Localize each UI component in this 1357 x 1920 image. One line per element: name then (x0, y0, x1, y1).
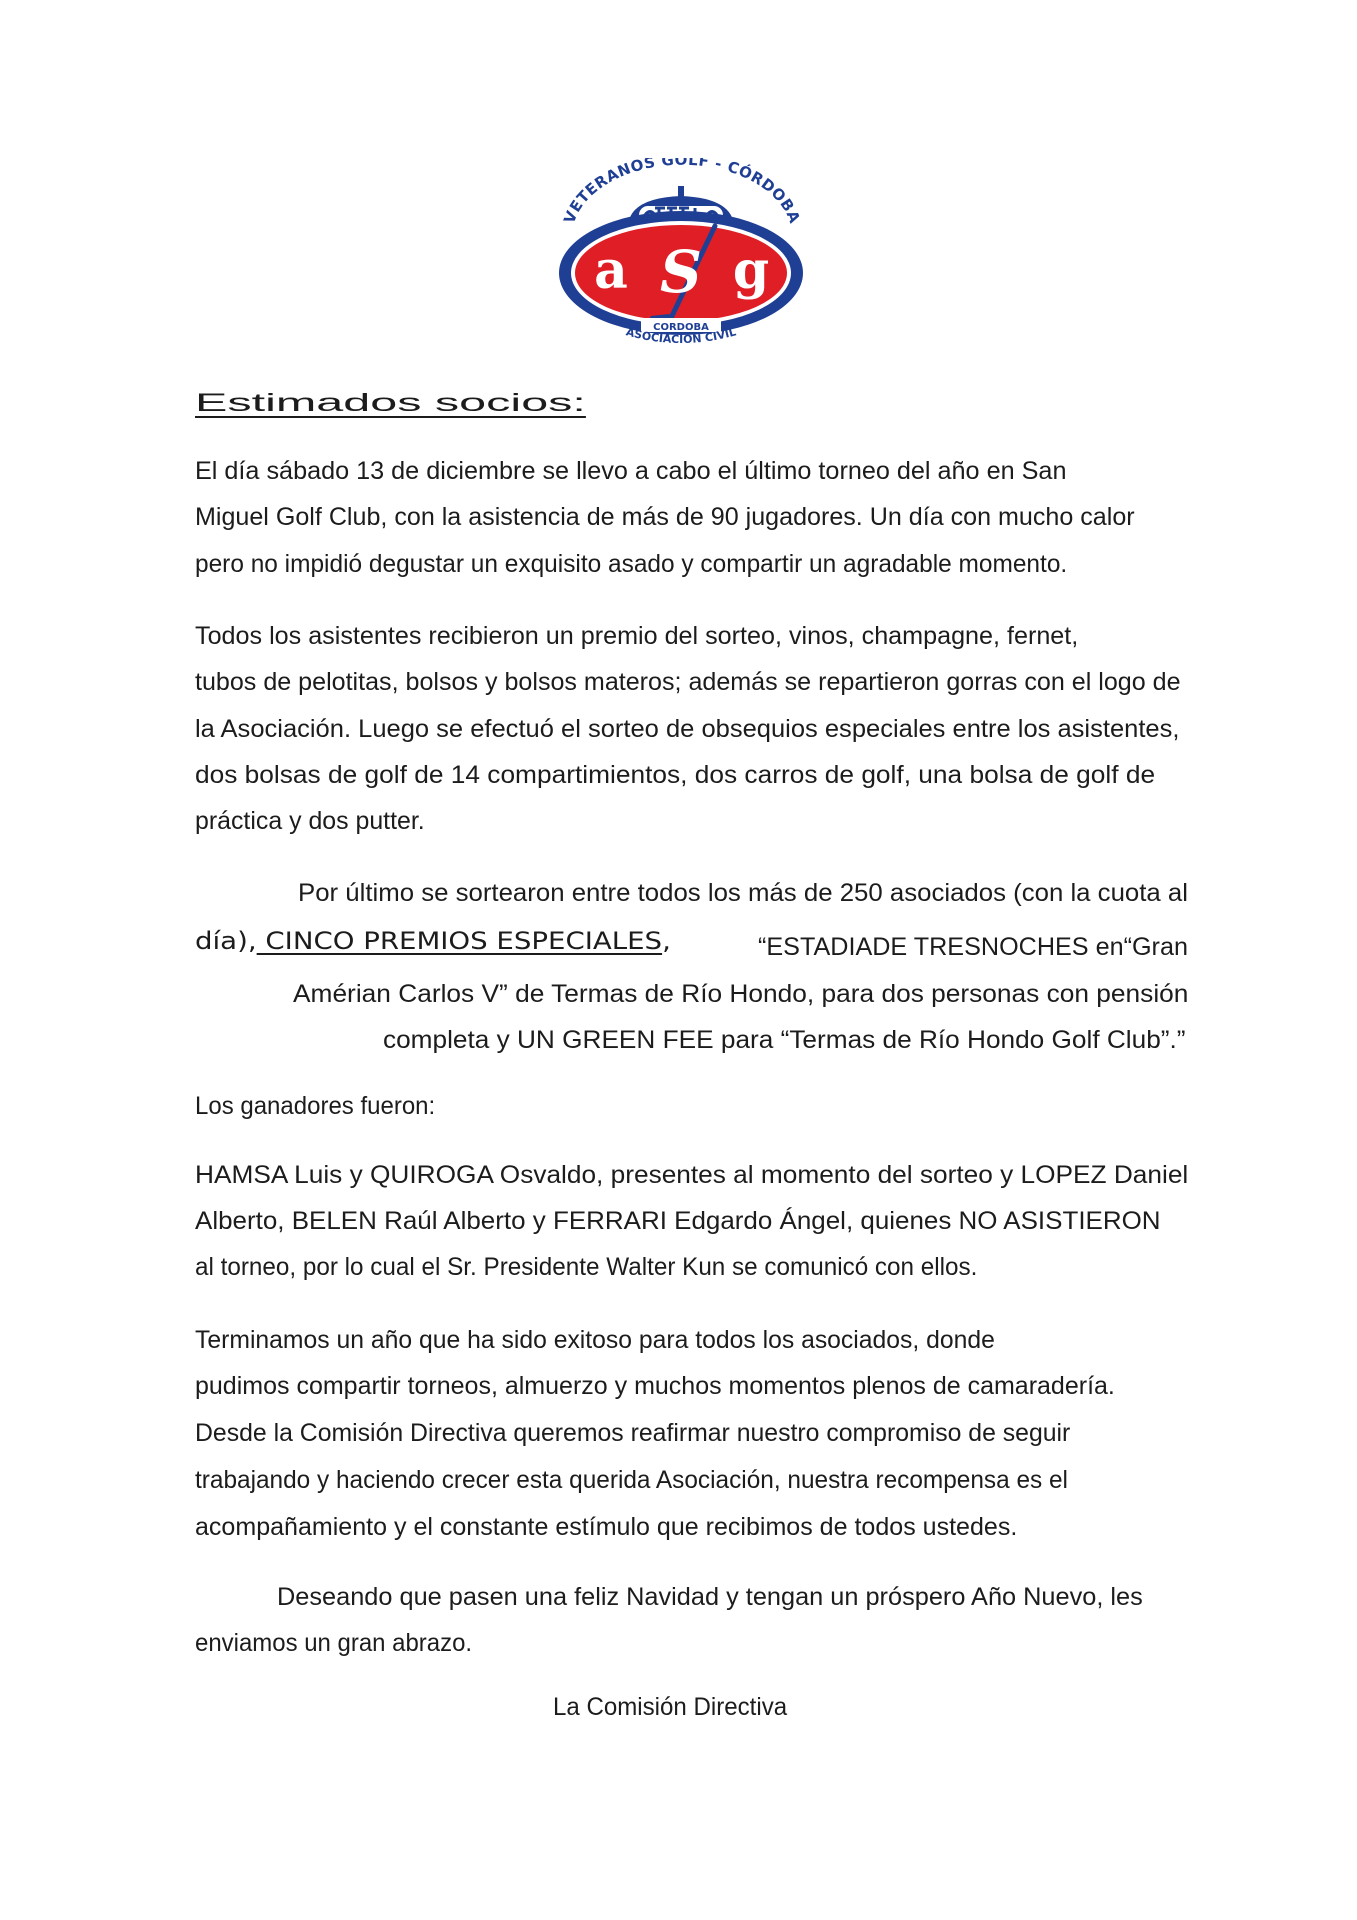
paragraph-line: Todos los asistentes recibieron un premio del sorteo, vinos, champagne, fernet, (195, 622, 1079, 650)
paragraph-line: Miguel Golf Club, con la asistencia de más de 90 jugadores. Un día con mucho calor (195, 503, 1135, 531)
comma-text: , (662, 927, 671, 955)
paragraph-line: trabajando y haciendo crecer esta querida Asociación, nuestra recompensa es el (195, 1466, 1068, 1494)
paragraph-line: Amérian Carlos V” de Termas de Río Hondo, para dos personas con pensión (293, 980, 1189, 1008)
paragraph-line: acompañamiento y el constante estímulo que recibimos de todos ustedes. (195, 1513, 1018, 1541)
paragraph-line: Desde la Comisión Directiva queremos reafirmar nuestro compromiso de seguir (195, 1419, 1071, 1447)
paragraph-line: Por último se sortearon entre todos los más de 250 asociados (con la cuota al (298, 879, 1188, 907)
logo-top-text: VETERANOS GOLF - CÓRDOBA (560, 158, 804, 226)
signature: La Comisión Directiva (553, 1693, 788, 1721)
prefix-text: día), (195, 927, 257, 955)
greeting: Estimados socios: (195, 389, 586, 417)
logo-letter-a: a (594, 240, 628, 301)
winners-heading: Los ganadores fueron: (195, 1092, 436, 1120)
prize-description-line: “ESTADIADE TRESNOCHES en“Gran (758, 933, 1188, 961)
cinco-premios-highlight: CINCO PREMIOS ESPECIALES (256, 927, 663, 955)
paragraph-line: al torneo, por lo cual el Sr. Presidente Walter Kun se comunicó con ellos. (195, 1253, 978, 1281)
special-prizes-line (195, 926, 671, 956)
paragraph-line: Alberto, BELEN Raúl Alberto y FERRARI Edgardo Ángel, quienes NO ASISTIERON (195, 1207, 1161, 1235)
asg-emblem-icon (553, 158, 809, 360)
paragraph-line: Terminamos un año que ha sido exitoso para todos los asociados, donde (195, 1326, 995, 1354)
paragraph-line: tubos de pelotitas, bolsos y bolsos materos; además se repartieron gorras con el logo de (195, 668, 1181, 696)
paragraph-line: completa y UN GREEN FEE para “Termas de Río Hondo Golf Club”.” (383, 1026, 1186, 1054)
paragraph-line: pudimos compartir torneos, almuerzo y muchos momentos plenos de camaradería. (195, 1372, 1115, 1400)
logo-letter-g: g (732, 240, 770, 301)
paragraph-line: Deseando que pasen una feliz Navidad y tengan un próspero Año Nuevo, les (277, 1583, 1143, 1611)
paragraph-line: dos bolsas de golf de 14 compartimientos, dos carros de golf, una bolsa de golf de (195, 761, 1156, 789)
paragraph-line: práctica y dos putter. (195, 807, 425, 835)
logo-bottom-text: ASOCIACIÓN CIVIL (624, 325, 738, 347)
logo-band-text: CORDOBA (653, 322, 709, 333)
logo-letter-s: S (660, 238, 702, 306)
paragraph-line: la Asociación. Luego se efectuó el sorteo de obsequios especiales entre los asistentes, (195, 715, 1180, 743)
asg-logo (553, 158, 809, 360)
paragraph-line: HAMSA Luis y QUIROGA Osvaldo, presentes al momento del sorteo y LOPEZ Daniel (195, 1161, 1189, 1189)
paragraph-line: El día sábado 13 de diciembre se llevo a cabo el último torneo del año en San (195, 457, 1067, 485)
paragraph-line: enviamos un gran abrazo. (195, 1629, 473, 1657)
paragraph-line: pero no impidió degustar un exquisito asado y compartir un agradable momento. (195, 550, 1068, 578)
